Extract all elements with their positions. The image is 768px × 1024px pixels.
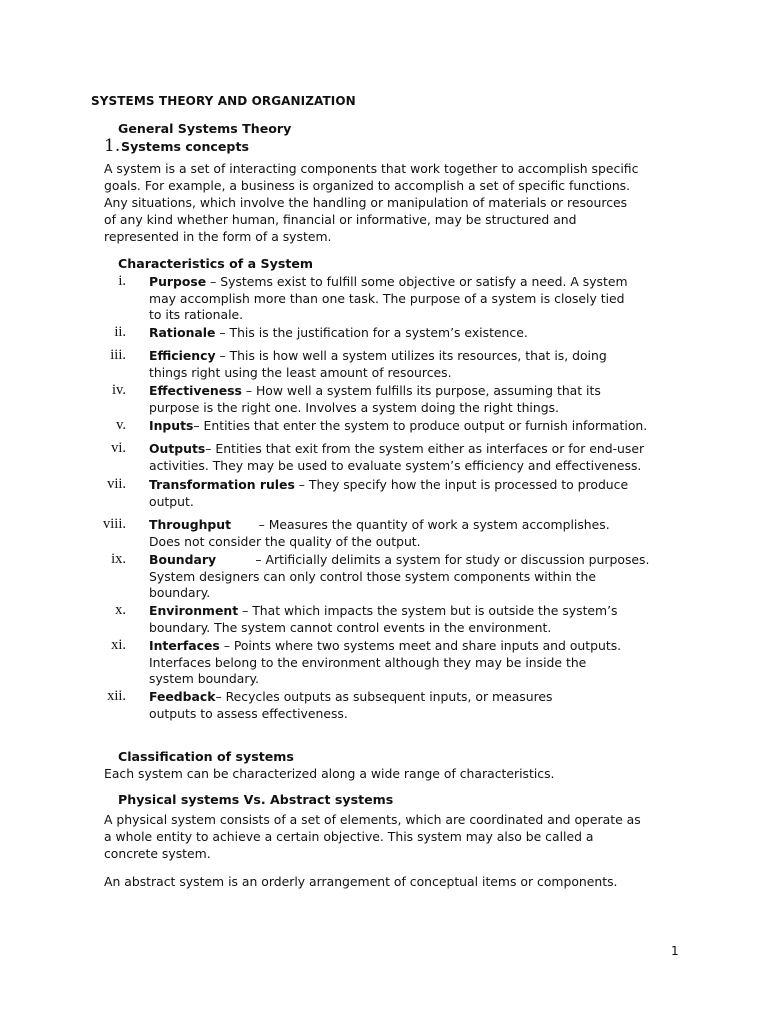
list-numeral: iii. — [110, 347, 126, 363]
section-title: Systems concepts — [121, 139, 249, 154]
list-numeral: ix. — [111, 551, 126, 567]
characteristics-heading: Characteristics of a System — [118, 256, 314, 271]
characteristic-description: outputs to assess effectiveness. — [149, 705, 348, 721]
characteristic-description: boundary. — [149, 585, 211, 600]
list-numeral: v. — [116, 417, 126, 433]
characteristic-term: Effectiveness — [149, 383, 242, 398]
characteristic-term: Environment — [149, 603, 239, 618]
page-number: 1 — [671, 944, 679, 958]
document-title: SYSTEMS THEORY AND ORGANIZATION — [91, 94, 356, 108]
characteristic-term: Rationale — [149, 325, 216, 340]
characteristic-text — [149, 441, 644, 474]
characteristic-description: may accomplish more than one task. The purpose of a system is closely tied — [149, 290, 625, 306]
characteristic-description: – They specify how the input is processed to produce — [294, 477, 629, 492]
characteristic-term: Purpose — [149, 274, 207, 289]
characteristic-term: Transformation rules — [149, 477, 295, 492]
characteristic-description: – How well a system fulfills its purpose, assuming that its — [241, 383, 601, 398]
characteristic-description: – Artificially delimits a system for study or discussion purposes. — [216, 552, 650, 567]
characteristic-description: things right using the least amount of resources. — [149, 364, 452, 380]
characteristic-description: Interfaces belong to the environment although they may be inside the — [149, 654, 587, 670]
characteristic-text — [149, 383, 601, 416]
list-numeral: i. — [118, 273, 126, 289]
characteristic-description: system boundary. — [149, 671, 259, 686]
characteristic-term: Interfaces — [149, 638, 220, 653]
characteristic-term: Throughput — [149, 517, 232, 532]
characteristic-text — [149, 638, 621, 688]
list-numeral: iv. — [112, 382, 126, 398]
list-numeral: vii. — [107, 476, 126, 492]
physical-line: A physical system consists of a set of elements, which are coordinated and operate as — [104, 812, 641, 827]
characteristic-description: output. — [149, 493, 194, 509]
characteristic-description: Does not consider the quality of the output. — [149, 533, 421, 549]
classification-heading: Classification of systems — [118, 749, 294, 764]
characteristic-description: – Recycles outputs as subsequent inputs, or measures — [215, 689, 553, 704]
physical-paragraph — [104, 811, 664, 862]
physical-abstract-heading: Physical systems Vs. Abstract systems — [118, 792, 394, 807]
characteristic-text — [149, 274, 628, 324]
list-numeral: viii. — [103, 516, 126, 532]
characteristic-term: Boundary — [149, 552, 217, 567]
characteristic-text — [149, 689, 553, 722]
section-heading: General Systems Theory — [118, 121, 292, 136]
characteristic-description: to its rationale. — [149, 307, 244, 322]
characteristic-text — [149, 552, 649, 602]
characteristic-text — [149, 325, 528, 342]
intro-line: goals. For example, a business is organized to accomplish a set of specific functions. — [104, 178, 631, 193]
list-numeral: ii. — [114, 324, 126, 340]
classification-text: Each system can be characterized along a wide range of characteristics. — [104, 766, 555, 781]
abstract-paragraph: An abstract system is an orderly arrangement of conceptual items or components. — [104, 874, 618, 889]
characteristic-text — [149, 517, 610, 550]
list-numeral: vi. — [111, 440, 126, 456]
physical-line: concrete system. — [104, 846, 211, 861]
characteristic-description: – That which impacts the system but is outside the system’s — [238, 603, 618, 618]
characteristic-description: – This is how well a system utilizes its resources, that is, doing — [215, 348, 607, 363]
characteristic-description: – Measures the quantity of work a system accomplishes. — [231, 517, 610, 532]
characteristic-description: System designers can only control those system components within the — [149, 568, 596, 584]
characteristic-description: – Systems exist to fulfill some objective or satisfy a need. A system — [206, 274, 628, 289]
list-numeral: x. — [115, 602, 126, 618]
characteristic-description: – Points where two systems meet and share inputs and outputs. — [219, 638, 622, 653]
characteristic-term: Inputs — [149, 418, 194, 433]
characteristic-term: Feedback — [149, 689, 216, 704]
characteristic-description: activities. They may be used to evaluate system’s efficiency and effectiveness. — [149, 457, 642, 473]
characteristic-text — [149, 348, 607, 381]
characteristic-term: Efficiency — [149, 348, 216, 363]
characteristic-description: – Entities that exit from the system either as interfaces or for end-user — [205, 441, 645, 456]
characteristic-text — [149, 418, 647, 435]
characteristic-text — [149, 603, 618, 636]
list-numeral: xi. — [111, 637, 126, 653]
physical-line: a whole entity to achieve a certain objective. This system may also be called a — [104, 829, 594, 844]
intro-paragraph — [104, 160, 664, 245]
intro-line: of any kind whether human, financial or informative, may be structured and — [104, 212, 577, 227]
characteristic-text — [149, 477, 628, 510]
characteristic-description: – Entities that enter the system to produce output or furnish information. — [193, 418, 648, 433]
characteristic-description: – This is the justification for a system’s existence. — [215, 325, 528, 340]
characteristic-description: boundary. The system cannot control events in the environment. — [149, 619, 552, 635]
intro-line: Any situations, which involve the handling or manipulation of materials or resources — [104, 195, 628, 210]
characteristic-term: Outputs — [149, 441, 206, 456]
intro-line: represented in the form of a system. — [104, 229, 332, 244]
section-number: 1. — [104, 136, 121, 156]
characteristic-description: purpose is the right one. Involves a system doing the right things. — [149, 399, 559, 415]
intro-line: A system is a set of interacting components that work together to accomplish specific — [104, 161, 639, 176]
list-numeral: xii. — [107, 688, 126, 704]
